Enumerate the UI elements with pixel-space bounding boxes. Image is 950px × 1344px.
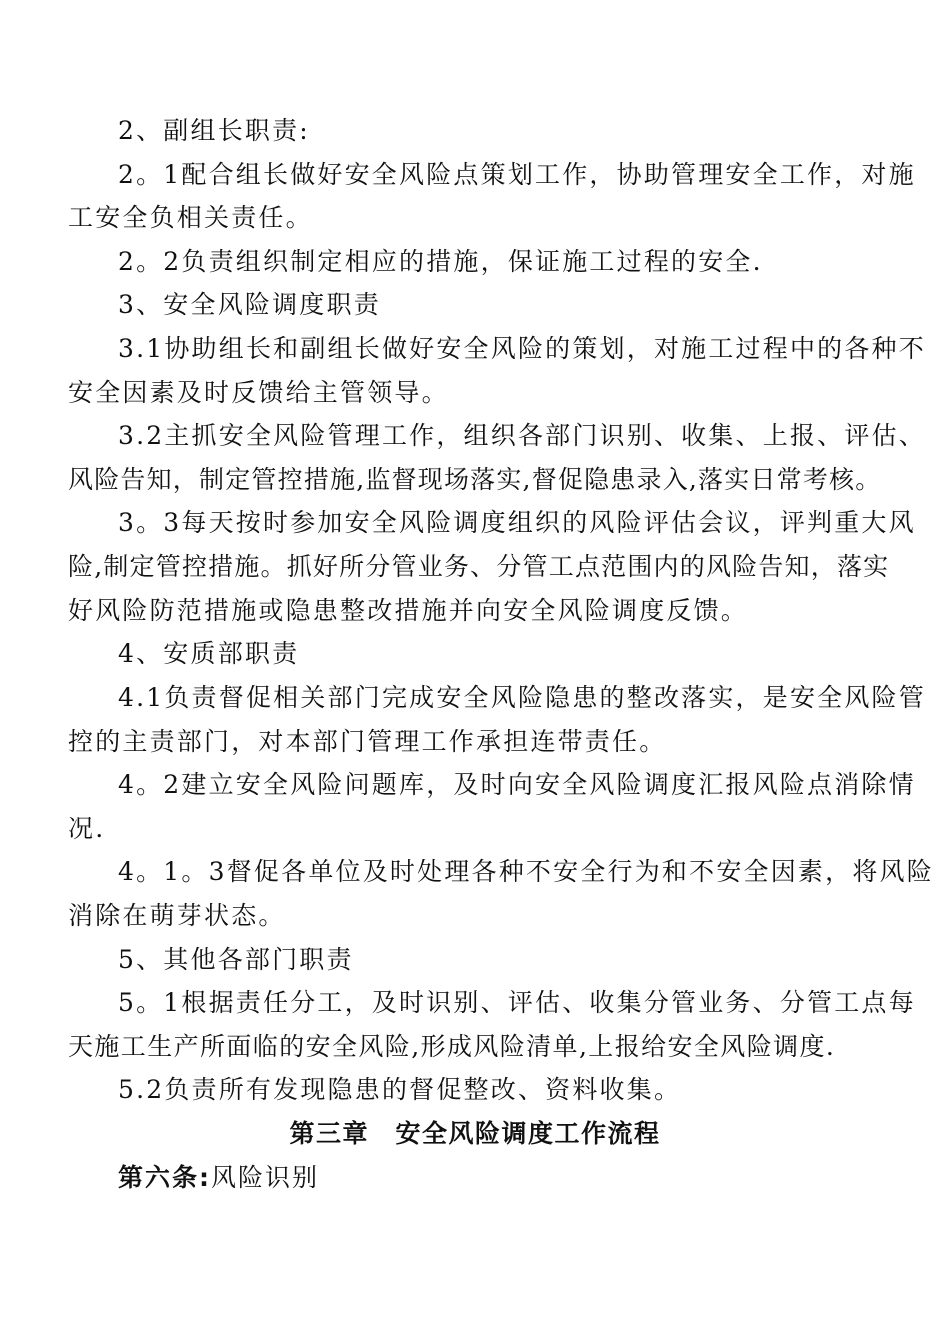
article-line bbox=[118, 1163, 319, 1193]
chapter-heading: 第三章 安全风险调度工作流程 bbox=[289, 1119, 661, 1148]
paragraph-line: 5。1根据责任分工，及时识别、评估、收集分管业务、分管工点每 bbox=[118, 988, 916, 1017]
paragraph-line: 控的主责部门，对本部门管理工作承担连带责任。 bbox=[68, 727, 667, 756]
section-heading: 4、安质部职责 bbox=[118, 639, 300, 668]
paragraph-line: 4。2建立安全风险问题库，及时向安全风险调度汇报风险点消除情 bbox=[118, 770, 916, 799]
section-heading: 5、其他各部门职责 bbox=[118, 945, 354, 974]
paragraph-line: 况. bbox=[68, 814, 106, 843]
paragraph-line: 2、副组长职责: bbox=[118, 116, 310, 145]
paragraph-line: 天施工生产所面临的安全风险,形成风险清单,上报给安全风险调度. bbox=[68, 1032, 836, 1061]
paragraph-line: 工安全负相关责任。 bbox=[68, 203, 313, 232]
paragraph-line: 3.2主抓安全风险管理工作，组织各部门识别、收集、上报、评估、 bbox=[118, 421, 926, 450]
paragraph-line: 2。2负责组织制定相应的措施，保证施工过程的安全. bbox=[118, 247, 763, 276]
paragraph-line: 3。3每天按时参加安全风险调度组织的风险评估会议，评判重大风 bbox=[118, 508, 916, 537]
paragraph-line: 4.1负责督促相关部门完成安全风险隐患的整改落实，是安全风险管 bbox=[118, 683, 926, 712]
paragraph-line: 消除在萌芽状态。 bbox=[68, 901, 286, 930]
paragraph-line: 风险告知，制定管控措施,监督现场落实,督促隐患录入,落实日常考核。 bbox=[68, 465, 882, 494]
paragraph-line: 2。1配合组长做好安全风险点策划工作，协助管理安全工作，对施 bbox=[118, 160, 916, 189]
paragraph-line: 5.2负责所有发现隐患的督促整改、资料收集。 bbox=[118, 1075, 682, 1104]
paragraph-line: 3.1协助组长和副组长做好安全风险的策划，对施工过程中的各种不 bbox=[118, 334, 926, 363]
paragraph-line: 安全因素及时反馈给主管领导。 bbox=[68, 378, 449, 407]
paragraph-line: 险,制定管控措施。抓好所分管业务、分管工点范围内的风险告知，落实 bbox=[68, 552, 890, 581]
article-title: 风险识别 bbox=[211, 1163, 320, 1192]
article-label: 第六条: bbox=[118, 1163, 211, 1192]
section-heading: 3、安全风险调度职责 bbox=[118, 290, 381, 319]
paragraph-line: 好风险防范措施或隐患整改措施并向安全风险调度反馈。 bbox=[68, 596, 749, 625]
paragraph-line: 4。1。3督促各单位及时处理各种不安全行为和不安全因素，将风险 bbox=[118, 857, 934, 886]
